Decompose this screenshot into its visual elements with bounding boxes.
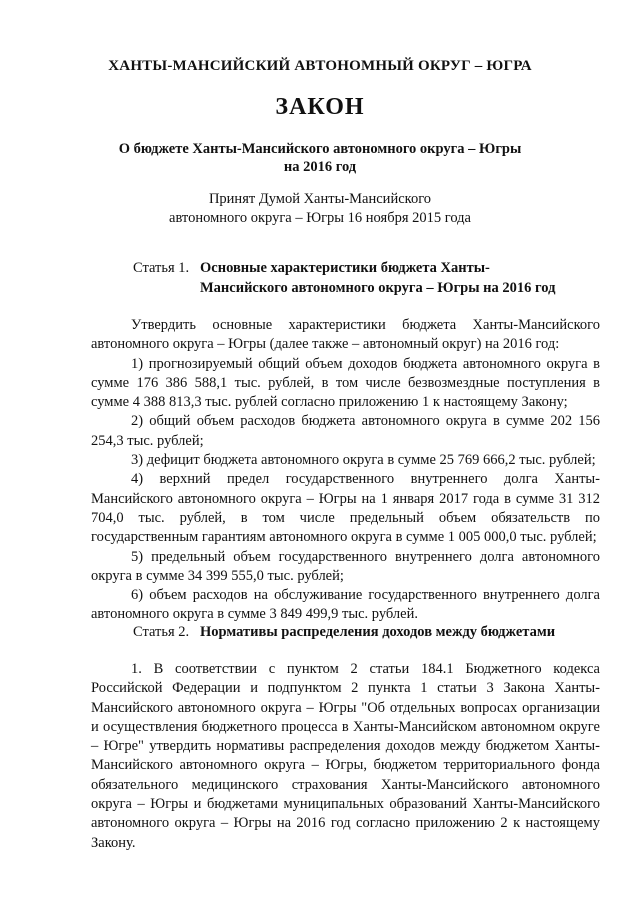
article-2-heading <box>133 622 555 642</box>
document-type-title: ЗАКОН <box>275 94 365 120</box>
article-1-item-6: 6) объем расходов на обслуживание государственного внутреннего долга автономного округа в сумме 3 849 499,9 тыс. рублей. <box>91 587 600 623</box>
article-1-item-4: 4) верхний предел государственного внутреннего долга Ханты-Мансийского автономного округа – Югры на 1 января 2017 года в сумме 31 312 704,0 тыс. рублей, в том числе предельный объем обязательств по государственным гарантиям автономного округа в сумме 1 005 000,0 тыс. рублей; <box>91 471 600 546</box>
article-1-body <box>91 316 600 625</box>
adoption-note-line-1: Принят Думой Ханты-Мансийского <box>208 191 432 207</box>
article-1-item-5: 5) предельный объем государственного внутреннего долга автономного округа в сумме 34 399 555,0 тыс. рублей; <box>91 548 600 584</box>
article-1-item-1: 1) прогнозируемый общий объем доходов бюджета автономного округа в сумме 176 386 588,1 тыс. рублей, в том числе безвозмездные поступления в сумме 4 388 813,3 тыс. рублей согласно приложению 1 к настоящему Закону; <box>91 355 600 411</box>
article-1-title-line-1: Основные характеристики бюджета Ханты- <box>200 260 490 276</box>
adoption-note <box>0 190 640 228</box>
law-subject <box>0 140 640 176</box>
law-subject-line-2: на 2016 год <box>283 159 357 175</box>
region-heading: ХАНТЫ-МАНСИЙСКИЙ АВТОНОМНЫЙ ОКРУГ – ЮГРА <box>108 58 532 74</box>
article-1-item-3: 3) дефицит бюджета автономного округа в сумме 25 769 666,2 тыс. рублей; <box>131 452 596 469</box>
article-1-number: Статья 1. <box>133 260 190 276</box>
article-1-heading <box>133 258 555 298</box>
article-2-paragraph-1: 1. В соответствии с пунктом 2 статьи 184.1 Бюджетного кодекса Российской Федерации и подпунктом 2 пункта 1 статьи 3 Закона Ханты-Мансийского автономного округа – Югры "Об отдельных вопросах организации и осуществления бюджетного процесса в Ханты-Мансийском автономном округе – Югре" утвердить нормативы распределения доходов между бюджетом Ханты-Мансийского автономного округа – Югры, бюджетом территориального фонда обязательного медицинского страхования Ханты-Мансийского автономного округа – Югры и бюджетами муниципальных образований Ханты-Мансийского автономного округа – Югры на 2016 год согласно приложению 2 к настоящему Закону. <box>91 661 600 851</box>
article-1-title-line-2: Мансийского автономного округа – Югры на 2016 год <box>200 280 556 296</box>
article-1-intro: Утвердить основные характеристики бюджета Ханты-Мансийского автономного округа – Югры (далее также – автономный округ) на 2016 год: <box>91 317 600 353</box>
article-2-number: Статья 2. <box>133 624 190 640</box>
article-1-item-2: 2) общий объем расходов бюджета автономного округа в сумме 202 156 254,3 тыс. рублей; <box>91 413 600 449</box>
article-2-title: Нормативы распределения доходов между бюджетами <box>200 624 556 640</box>
article-2-body <box>91 660 600 853</box>
adoption-note-line-2: автономного округа – Югры 16 ноября 2015 года <box>169 210 471 226</box>
law-subject-line-1: О бюджете Ханты-Мансийского автономного округа – Югры <box>118 141 522 157</box>
